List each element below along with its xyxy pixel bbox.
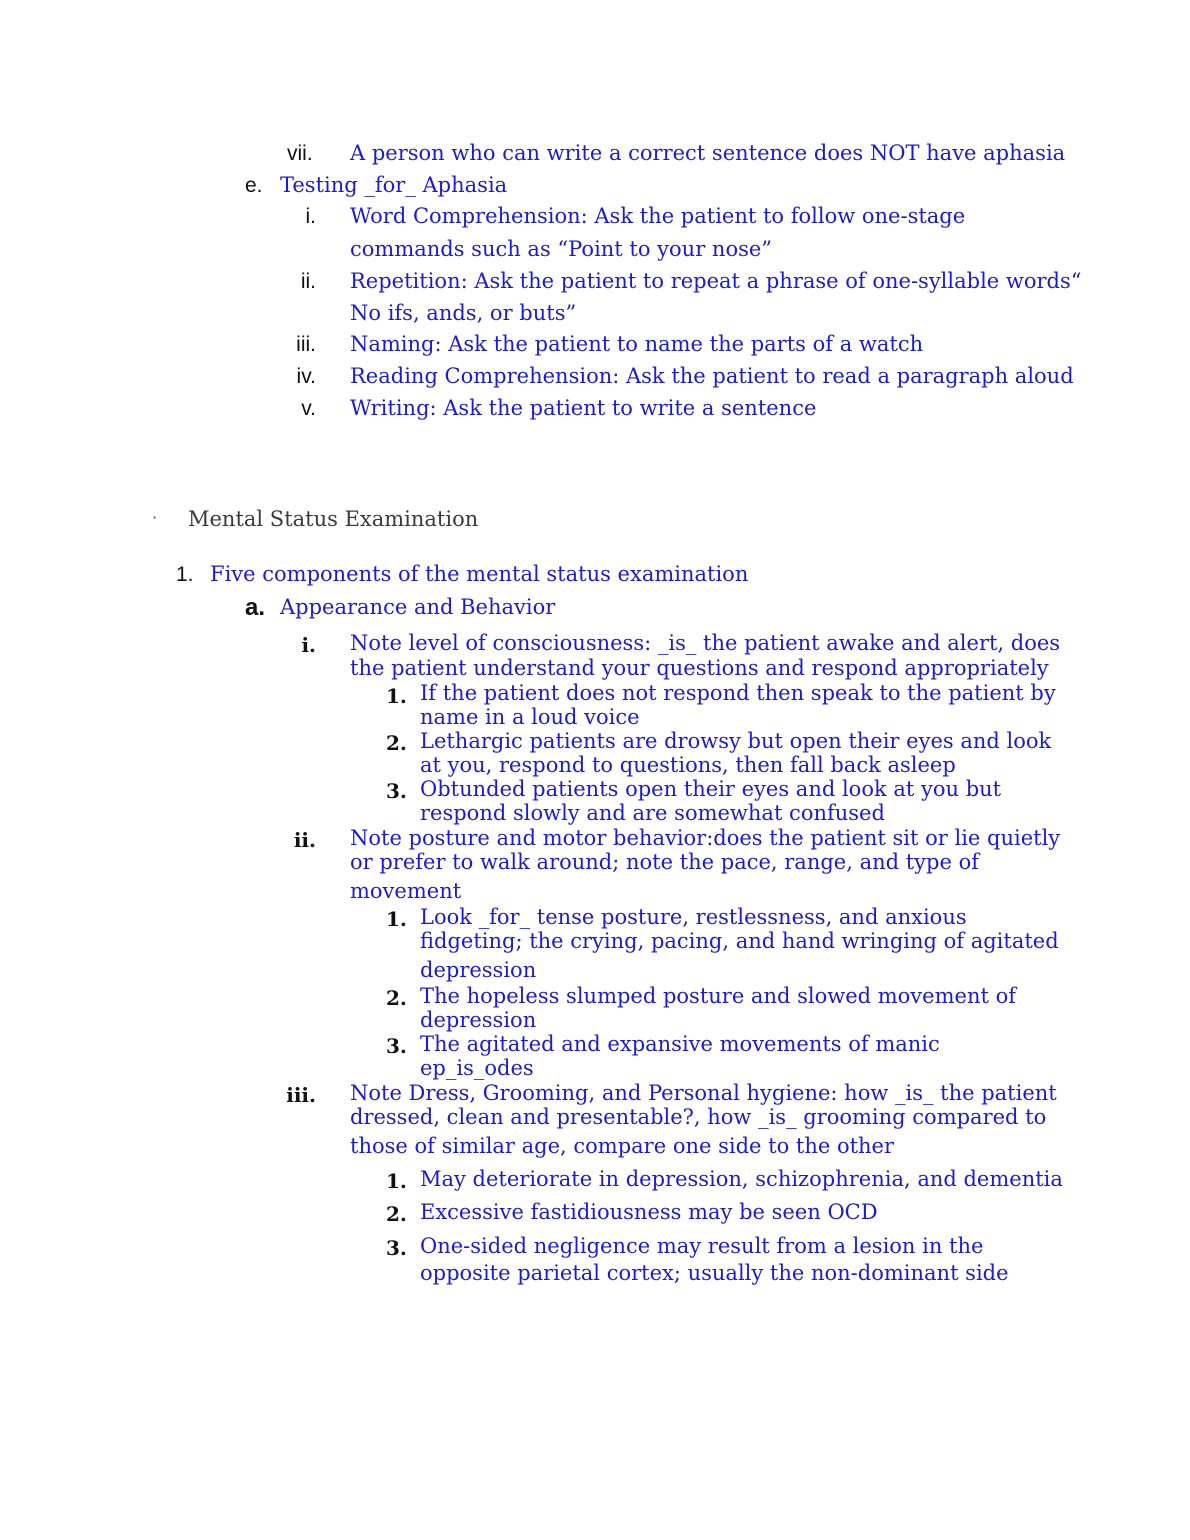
list-item-line: Look _for_ tense posture, restlessness, and anxious [420,905,967,929]
list-item-line: May deteriorate in depression, schizophrenia, and dementia [420,1167,1063,1191]
list-marker-vii: vii. [287,142,313,165]
list-marker: 2. [386,731,407,755]
list-item-line: The agitated and expansive movements of manic [420,1032,940,1056]
list-item-line: Note posture and motor behavior:does the patient sit or lie quietly [350,826,1061,850]
list-item-line: One-sided negligence may result from a lesion in the [420,1234,984,1258]
list-marker-e: e. [245,174,263,197]
list-marker: 3. [386,1236,407,1260]
list-marker: iv. [296,365,316,388]
list-item-line: or prefer to walk around; note the pace, range, and type of [350,850,980,874]
list-marker: 2. [386,986,407,1010]
list-item-line: No ifs, ands, or buts” [350,301,577,325]
bullet-dot: · [152,508,158,527]
list-marker: 2. [386,1202,407,1226]
list-item-line: name in a loud voice [420,705,640,729]
aphasia-writing-note: A person who can write a correct sentence does NOT have aphasia [350,141,1066,165]
list-marker-1: 1. [176,563,194,586]
list-item-line: dressed, clean and presentable?, how _is_ grooming compared to [350,1105,1047,1129]
list-item-line: depression [420,958,537,982]
list-item-line: the patient understand your questions and respond appropriately [350,656,1049,680]
list-marker: i. [301,633,316,657]
list-marker: ii. [300,270,316,293]
list-marker: iii. [286,1083,316,1107]
list-item-line: Naming: Ask the patient to name the parts of a watch [350,332,924,356]
section-heading: Mental Status Examination [188,507,479,531]
list-marker: 1. [386,907,407,931]
list-marker: 1. [386,684,407,708]
appearance-behavior-heading: Appearance and Behavior [280,595,556,619]
five-components-heading: Five components of the mental status examination [210,562,749,586]
list-item-line: at you, respond to questions, then fall back asleep [420,753,956,777]
list-marker: 1. [386,1169,407,1193]
list-item-line: commands such as “Point to your nose” [350,237,773,261]
list-marker-a: a. [245,594,266,621]
list-marker: 3. [386,1034,407,1058]
list-marker: i. [305,205,316,228]
list-item-line: Repetition: Ask the patient to repeat a phrase of one-syllable words“ [350,269,1082,293]
list-item-line: Note Dress, Grooming, and Personal hygiene: how _is_ the patient [350,1081,1057,1105]
list-item-line: those of similar age, compare one side to the other [350,1134,895,1158]
list-marker: 3. [386,779,407,803]
list-item-line: ep_is_odes [420,1056,534,1080]
list-item-line: Writing: Ask the patient to write a sentence [350,396,817,420]
list-item-line: Note level of consciousness: _is_ the patient awake and alert, does [350,631,1061,655]
list-marker: iii. [296,333,316,356]
list-marker: v. [301,397,316,420]
list-item-line: opposite parietal cortex; usually the non-dominant side [420,1261,1009,1285]
list-item-line: movement [350,879,462,903]
list-item-line: Obtunded patients open their eyes and look at you but [420,777,1002,801]
list-marker: ii. [293,828,316,852]
list-item-line: If the patient does not respond then speak to the patient by [420,681,1056,705]
list-item-line: Excessive fastidiousness may be seen OCD [420,1200,878,1224]
list-item-line: Reading Comprehension: Ask the patient to read a paragraph aloud [350,364,1074,388]
list-item-line: Word Comprehension: Ask the patient to follow one-stage [350,204,966,228]
list-item-line: depression [420,1008,537,1032]
list-item-line: The hopeless slumped posture and slowed movement of [420,984,1016,1008]
list-item-line: Lethargic patients are drowsy but open their eyes and look [420,729,1052,753]
testing-for-aphasia-heading: Testing _for_ Aphasia [280,173,508,197]
list-item-line: fidgeting; the crying, pacing, and hand wringing of agitated [420,929,1059,953]
list-item-line: respond slowly and are somewhat confused [420,801,885,825]
